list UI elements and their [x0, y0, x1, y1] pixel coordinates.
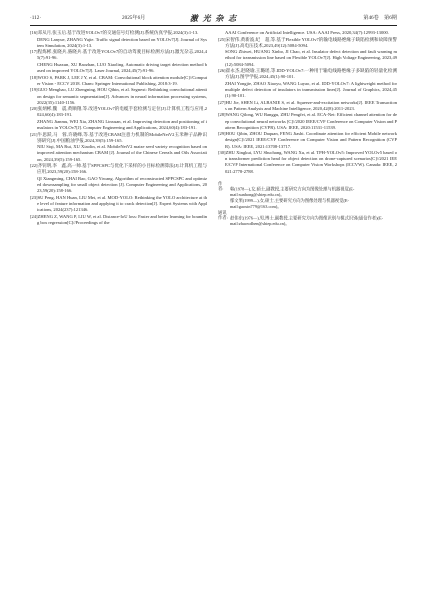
reference-number: [17] [30, 49, 38, 55]
reference-text: WANG Qilong, WU Banggu, ZHU Pengfei, et al. ECA-Net: Efficient channel attention for deep convolutional neural networks [C]//2020 IEEE/CVF Conference on Computer Vision and Pattern Recognition (CVPR). USA: IEEE, 2020:11531-11539. [225, 112, 398, 130]
reference-entry [30, 132, 207, 144]
author-bios [218, 181, 397, 227]
reference-entry [30, 119, 207, 131]
reference-number: [30] [218, 150, 226, 156]
running-header [30, 12, 397, 24]
author-bio-text: 赵伟东(1976—),男,博士,副教授,主要研究方向为图像识别与模式识别(通信作者)(E-mail:zhaowdhen@shiep.edu.cn)。 [230, 215, 384, 226]
references-right-column [218, 30, 397, 227]
issue-volume: 第46卷 第6期 [363, 15, 397, 21]
reference-entry [218, 81, 397, 99]
reference-entry [30, 195, 207, 213]
reference-number: [16] [30, 30, 38, 35]
page-number: ·112· [30, 15, 42, 21]
references-left-column [30, 30, 207, 226]
reference-entry [30, 214, 207, 226]
reference-number: [19] [30, 87, 38, 93]
reference-list-left [30, 30, 207, 226]
reference-text: GUO Menghao, LU Zhengning, HOU Qibin, et al. Segnext: Rethinking convolutional attention design for semantic segmentation[J]. Advances in neural information processing systems, 2022(35):1140-1156. [37, 87, 207, 105]
reference-number: [27] [218, 99, 226, 105]
reference-number: [24] [30, 213, 38, 219]
reference-entry [218, 49, 397, 67]
reference-number: [23] [30, 194, 38, 200]
reference-number: [25] [218, 36, 226, 42]
reference-text: 翟永杰,赵晓瑜,王璐瑶,等.IDD-YOLOv7:一种用于输电线路绝缘子多缺陷的轻量化检测方法[J].图学学报,2024,45(1):90-101. [225, 68, 397, 80]
reference-entry [30, 144, 207, 162]
reference-number: [20] [30, 106, 38, 112]
reference-entry [30, 87, 207, 105]
reference-text: 程炼彬,张晓兵,骆晓兵.基于改进YOLOv7的自动驾驶目标检测方法[J].激光杂志,2024,45(7):91-96. [37, 49, 207, 61]
reference-text: DENG Lanyue, ZHANG Yujie. Traffic signal detection based on YOLOv7[J]. Journal of System Simulation, 2024(3):1-13. [37, 36, 207, 48]
reference-text: WOO S, PARK J, LEE J Y, et al. CBAM: Convolutional block attention module[C]//Computer Vision - ECCV 2018. Cham: Springer International Publishing, 2018:3-19. [37, 74, 207, 86]
reference-entry [30, 30, 207, 36]
header-rule [30, 25, 397, 26]
reference-entry [218, 100, 397, 112]
reference-text: ZHAI Yongjie, ZHAO Xiaoyu, WANG Luyao, et al. IDD-YOLOv7: A lightweight method for multiple defect detection of insulators in transmission lines[J]. Journal of Graphics, 2024,45(1):90-101. [225, 80, 397, 99]
reference-text: 牛思跃,马 蓉,许晓峰,等.基于改进CBAM注意力机制的MobileNetV2玉米种子品种识别研究[J].中国粮油学报,2024,39(5):159-165. [37, 131, 207, 143]
reference-number: [29] [218, 131, 226, 137]
reference-text: CHENG Huaxun, XU Baozhan, LUO Xiaoling. Automatic driving target detection method based on improved YOLOv7[J]. Laser Journal, 2024,45(7):91-96. [37, 61, 207, 74]
reference-text: 齐钊明,李 鑫,高一帅.基于SPPCSPC与优化下采样的小目标检测算法[J].计算机工程与应用,2023,59(20):158-166. [37, 163, 207, 175]
reference-text: HOU Qibin, ZHOU Daquan, FENG Jiashi. Coordinate attention for efficient Mobile network design[C]//2021 IEEE/CVF Conference on Computer Vision and Pattern Recognition (CVPR). USA: IEEE, 2021:13708-13717. [225, 131, 397, 149]
reference-text: ZHU Xingkui, LYU Shuchang, WANG Xu, et al. TPH-YOLOv5: Improved YOLOv5 based on transformer prediction head for object detection on drone-captured scenarios[C]//2021 IEEE/CVF International Conference on Computer Vision Workshops (ICCVW). Canada: IEEE, 2021:2778-2788. [225, 150, 397, 174]
reference-entry [30, 163, 207, 175]
author-bio [218, 198, 397, 209]
reference-text: NIU Siqi, MA Rui, XU Xiaolin, et al. MobileNetV2 maize seed variety recognition based on improved attention mechanism CBAM [J]. Journal of the Chinese Cereals and Oils Association, 2024,39(5):159-165. [37, 144, 207, 162]
reference-entry [218, 150, 397, 175]
reference-text: 邓从月,张玉后.基于改进YOLOv7的交通信号灯检测[J].系统仿真学报,2024(3):1-13. [37, 30, 199, 35]
reference-text: ZHANG Jianmu, WEI Xia, ZHANG Linxuan, et al. Improving detection and positioning of insulators in YOLOv7[J]. Computer Engineering and Applications, 2024,60(4):183-191. [37, 118, 207, 131]
reference-list-right [218, 30, 397, 175]
reference-text: SONG Zhiwei, HUANG Xinbo, JI Chao, et al. Insulator defect detection and fault warning method for transmission line based on Flexible YOLOv7[J]. High Voltage Engineering, 2023,49(12):5084-5094. [225, 49, 397, 67]
reference-text: ZHENG Z, WANG P, LIU W, et al. Distance-IoU loss: Faster and better learning for bounding box regression[C]//Proceedings of the [37, 213, 207, 225]
author-bio [218, 210, 397, 227]
reference-number: [22] [30, 163, 38, 169]
reference-entry [218, 37, 397, 49]
reference-text: HU Jie, SHEN Li, ALBANIE S, et al. Squeeze-and-excitation networks[J]. IEEE Transactions on Pattern Analysis and Machine Intelligence, 2020,42(8):2011-2023. [225, 99, 397, 111]
reference-entry [218, 68, 397, 80]
reference-entry [218, 131, 397, 149]
author-bio-label: 通讯作者: [218, 209, 228, 221]
reference-text: 宋智伟,黄新波,纪 超,等.基于Flexible YOLOv7的输电线路绝缘子缺陷检测和故障预警方法[J].高电压技术,2023,49(12):5084-5094. [225, 36, 397, 48]
reference-number: [26] [218, 68, 226, 74]
reference-entry [30, 49, 207, 61]
reference-entry [30, 176, 207, 194]
reference-entry [30, 75, 207, 87]
reference-entry [30, 62, 207, 74]
reference-number: [28] [218, 112, 226, 118]
reference-text: AAAI Conference on Artificial Intelligence. USA: AAAI Press, 2020,34(7):12993-13000. [225, 30, 389, 35]
reference-text: QI Xiangming, CHAI Bao, GAO Yiwang. Algorithm of reconstructed SPPCSPC and optimized downsampling for small object detection [J]. Computer Engineering and Applications, 2023,59(20):158-166. [37, 175, 207, 194]
reference-text: 张炳彬,魏 震,黄顺翔,等.改进YOLOv7的电缆手套检测与定位[J].计算机工程与应用,2024,60(4):183-191. [37, 106, 207, 118]
author-bio-text: 鄢文果(1999—),女,硕士,主要研究方向为图像处理与机器视觉(E-mail:gaoxin779@163.com)。 [230, 198, 349, 209]
reference-number: [21] [30, 131, 38, 137]
reference-entry [218, 112, 397, 130]
issue-date: 2025年6月 [122, 15, 146, 21]
journal-title: 激 光 杂 志 [189, 13, 238, 23]
author-bio-label: 作 者: [218, 180, 227, 192]
reference-number: [18] [30, 74, 38, 80]
author-bio-text: 韩(1978—),女,硕士,副教授,主要研究方向为图像处理与机器视觉(E-mail:sunhong@shiep.edu.cn)。 [230, 186, 355, 197]
author-bio [218, 181, 397, 198]
reference-text: SU Peng, HAN Huan, LIU Mei, et al. MOD-YOLO: Rethinking the YOLO architecture at the level of feature information and applying it to crack detection[J]. Expert Systems with Applications, 2024(237):121346. [37, 194, 207, 213]
reference-entry [218, 30, 397, 36]
issue-info [363, 12, 397, 24]
reference-entry [30, 37, 207, 49]
reference-entry [30, 106, 207, 118]
